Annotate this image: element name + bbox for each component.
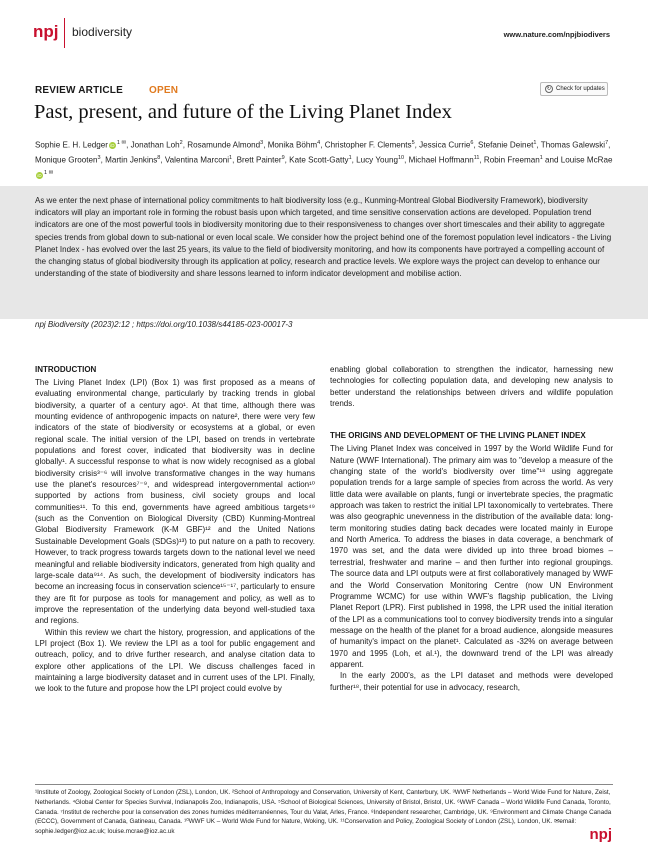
article-title: Past, present, and future of the Living Planet Index	[34, 101, 452, 123]
abstract-box	[0, 186, 648, 319]
author-name[interactable]: Kate Scott-Gatty	[289, 155, 349, 165]
section-heading-origins: THE ORIGINS AND DEVELOPMENT OF THE LIVING PLANET INDEX	[330, 431, 586, 441]
abstract-text: As we enter the next phase of international policy commitments to halt biodiversity loss (e.g., Kunming-Montreal Global Biodiversity Framework), biodiversity indicators will play an important role in forming the robust basis upon which targeted, and time sensitive conservation actions are developed. Population trend indicators are one of the most powerful tools in biodiversity monitoring due to their responsiveness to changes over short timescales and their ability to aggregate species trends from global down to sub-national or even local scale. We consider how the project behind one of the foremost population level indicators - the Living Planet Index - has evolved over the last 25 years, its value to the field of biodiversity monitoring, and how its components have portrayed a compelling account of the changing status of global biodiversity through its application at policy, research and practice levels. We explore ways the project can develop to enhance our understanding of the state of biodiversity and share lessons learned to inform indicator development and mobilise action.	[35, 196, 612, 279]
author-affiliation-number: 1	[229, 154, 233, 161]
citation-line[interactable]	[35, 320, 293, 329]
origins-paragraph-2: In the early 2000's, as the LPI dataset and methods were developed further¹⁸, their potential for use in advocacy, research,	[330, 671, 613, 692]
author-name[interactable]: Robin Freeman	[483, 155, 540, 165]
author-list: Sophie E. H. Ledger iD $^{1 ✉}$, Jonathan Loh$^2$, Rosamunde Almond$^3$, Monika Böhm$^4$, Christopher F. Clements$^5$, Jessica Currie$^6$, Stefanie Deinet$^1$, Thomas Galewski$^7$, Monique Grooten$^3$, Martin Jenkins$^8$, Valentina Marconi$^1$, Brett Painter$^9$, Kate Scott-Gatty$^1$, Lucy Young$^{10}$, Michael Hoffmann$^{11}$, Robin Freeman$^1$ and Louise McRaeiD $^{1 ✉}$	[35, 140, 613, 179]
author-affiliation-number: 1	[533, 140, 537, 146]
author-name[interactable]: Thomas Galewski	[540, 140, 606, 150]
refresh-icon: ↻	[546, 86, 552, 92]
author-name[interactable]: Michael Hoffmann	[408, 155, 474, 165]
footnote-divider	[35, 784, 613, 785]
author-affiliation-number: 5	[411, 140, 415, 146]
author-name[interactable]: Lucy Young	[356, 155, 398, 165]
right-column	[330, 364, 613, 693]
author-affiliation-number: 3	[260, 140, 264, 146]
author-affiliation-number: 1	[539, 154, 543, 161]
author-affiliation-number: 1	[348, 154, 352, 161]
author-affiliation-number: 7	[605, 140, 609, 146]
intro-continuation: enabling global collaboration to strengthen the indicator, harnessing new technologies for collecting population data, and developing new analysis to better understand the relationships between drivers and wildlife population trends.	[330, 365, 613, 409]
author-name[interactable]: Stefanie Deinet	[477, 140, 534, 150]
check-for-updates-label: Check for updates	[556, 86, 605, 92]
orcid-icon[interactable]: iD	[37, 173, 42, 179]
section-heading-introduction: INTRODUCTION	[35, 365, 97, 374]
npj-footer-logo[interactable]: npj	[589, 826, 612, 843]
author-affiliation-number: 2	[179, 140, 183, 146]
intro-paragraph-2: Within this review we chart the history, progression, and applications of the LPI project (Box 1). We review the LPI as a tool for public engagement and outreach, policy, and to drive further research, and analyse citation data to explore other applications of the LPI. We discuss challenges faced in maintaining a large biodiversity dataset and in current uses of the LPI. Finally, we look to the future and propose how the LPI project could evolve by	[35, 627, 315, 694]
open-access-label: OPEN	[149, 85, 179, 96]
origins-paragraph-1: The Living Planet Index was conceived in 1997 by the World Wildlife Fund for Nature (WWF International). The primary aim was to "develop a measure of the changing state of the world's biodiversity over time"¹⁸ using aggregate population trends for a large sample of species from across the world. As very little data were available on plants, fungi or invertebrate species, the pragmatic approach was taken to restrict the initial LPI taxonomically to vertebrates. There was also geographic unevenness in the distribution of the available data: long-term monitoring studies dating back decades were located mainly in Europe and North America. To address the biases in data coverage, a benchmark of 1970 was set, and the data were divided up into three broad biomes – terrestrial, freshwater and marine – and then further into regional groupings. The source data and LPI outputs were at first collaboratively managed by WWF and the World Conservation Monitoring Centre (now UN Environment Programme WCMC) for use within WWF's flagship publication, the Living Planet Report (LPR). First published in 1998, the LPR used the initial iteration of the LPI as a communications tool to convey biodiversity trends into a singular message on the health of the planet for a broad audience, alongside measures of humanity's impact on the planet¹. Calculated as -32% on average between 1970 and 1995 (Loh, et al.¹), the downward trend of the LPI was already apparent.	[330, 444, 613, 669]
article-type-label: REVIEW ARTICLE	[35, 85, 123, 96]
author-name[interactable]: Jessica Currie	[419, 140, 471, 150]
author-affiliation-number: 9	[281, 154, 285, 161]
author-name[interactable]: Rosamunde Almond	[187, 140, 261, 150]
journal-url[interactable]: www.nature.com/npjbiodivers	[503, 30, 610, 39]
author-affiliation-number: 10	[397, 154, 405, 161]
author-affiliation-number: 11	[473, 154, 480, 161]
author-affiliation-number: 8	[157, 154, 161, 161]
author-name[interactable]: Martin Jenkins	[105, 155, 158, 165]
left-column	[35, 364, 315, 695]
citation-text: npj Biodiversity (2023)2:12 ; https://doi.org/10.1038/s44185-023-00017-3	[35, 320, 293, 329]
article-type	[35, 85, 178, 96]
author-name[interactable]: Louise McRae	[560, 155, 613, 165]
npj-logo[interactable]: npj	[33, 22, 59, 41]
author-affiliation-number: 1 ✉	[44, 169, 54, 176]
author-name[interactable]: Brett Painter	[236, 155, 282, 165]
logo-divider	[64, 18, 65, 48]
author-name[interactable]: Jonathan Loh	[130, 140, 180, 150]
section-gap	[330, 409, 613, 430]
author-affiliation-number: 6	[470, 140, 474, 146]
author-name[interactable]: Monique Grooten	[35, 155, 98, 165]
author-name[interactable]: Christopher F. Clements	[324, 140, 412, 150]
check-for-updates-button[interactable]	[540, 82, 608, 96]
page-header	[0, 0, 648, 58]
affiliations-footnote: ¹Institute of Zoology, Zoological Society of London (ZSL), London, UK. ²School of Anthropology and Conservation, University of Kent, Canterbury, UK. ³WWF Netherlands – World Wide Fund for Nature, Zeist, Netherlands. ⁴Global Center for Species Survival, Indianapolis Zoo, Indianapolis, USA. ⁵School of Biological Sciences, University of Bristol, Bristol, UK. ⁶WWF Canada – World Wildlife Fund Canada, Toronto, Canada. ⁷Institut de recherche pour la conservation des zones humides méditerranéennes, Tour du Valat, Arles, France. ⁸Independent researcher, Cambridge, UK. ⁹Environment and Climate Change Canada (ECCC), Government of Canada, Gatineau, Canada. ¹⁰WWF UK – World Wide Fund for Nature, Woking, UK. ¹¹Conservation and Policy, Zoological Society of London (ZSL), London, UK. ✉email: sophie.ledger@ioz.ac.uk; louise.mcrae@ioz.ac.uk	[35, 789, 612, 836]
orcid-icon[interactable]: iD	[110, 143, 115, 149]
author-name[interactable]: Monika Böhm	[267, 140, 318, 150]
author-name[interactable]: Sophie E. H. Ledger	[35, 140, 108, 150]
author-affiliation-number: 1 ✉	[116, 140, 127, 146]
journal-name[interactable]: biodiversity	[72, 25, 133, 39]
author-affiliation-number: 3	[97, 154, 101, 161]
author-affiliation-number: 4	[317, 140, 321, 146]
author-name[interactable]: Valentina Marconi	[164, 155, 230, 165]
intro-paragraph-1: The Living Planet Index (LPI) (Box 1) was first proposed as a means of evaluating environmental change, particularly by tracking trends in global biodiversity, a quarter of a century ago¹. At that time, although there was mounting evidence of anthropogenic impacts on nature², there were very few indicators of the state of biodiversity or ecosystems at a global, or even regional scale. The initial version of the LPI, based on trends in vertebrate populations and forest cover, indicated that biodiversity was in decline globally¹. A successful response to what is now widely recognised as a global biodiversity crisis³⁻⁶ will involve transformative changes in the way humans use the planet's resources⁷⁻⁹, and widespread intergovernmental action¹⁰ supported by actions from business, civil society groups and local communities¹¹. To this end, governments have agreed ambitious targets⁴⁹ (such as the Convention on Biological Diversity (CBD) Kunming-Montreal Global Biodiversity Framework (K-M GBF)¹² and the United Nations Sustainable Development Goals (SDGs)¹³) to put nature on a path to recovery. However, to track progress towards targets down to the national level we need meaningful and reliable biodiversity indicators, generated from high quality and large-scale data⁹¹⁴. As such, the development of biodiversity indicators has become an increasing focus in conservation science¹⁵⁻¹⁷, particularly to ensure they are fit for purpose as tools for management and policy, as well as to improve the representation of the underlying data beyond well-studied taxa and regions.	[35, 378, 315, 626]
